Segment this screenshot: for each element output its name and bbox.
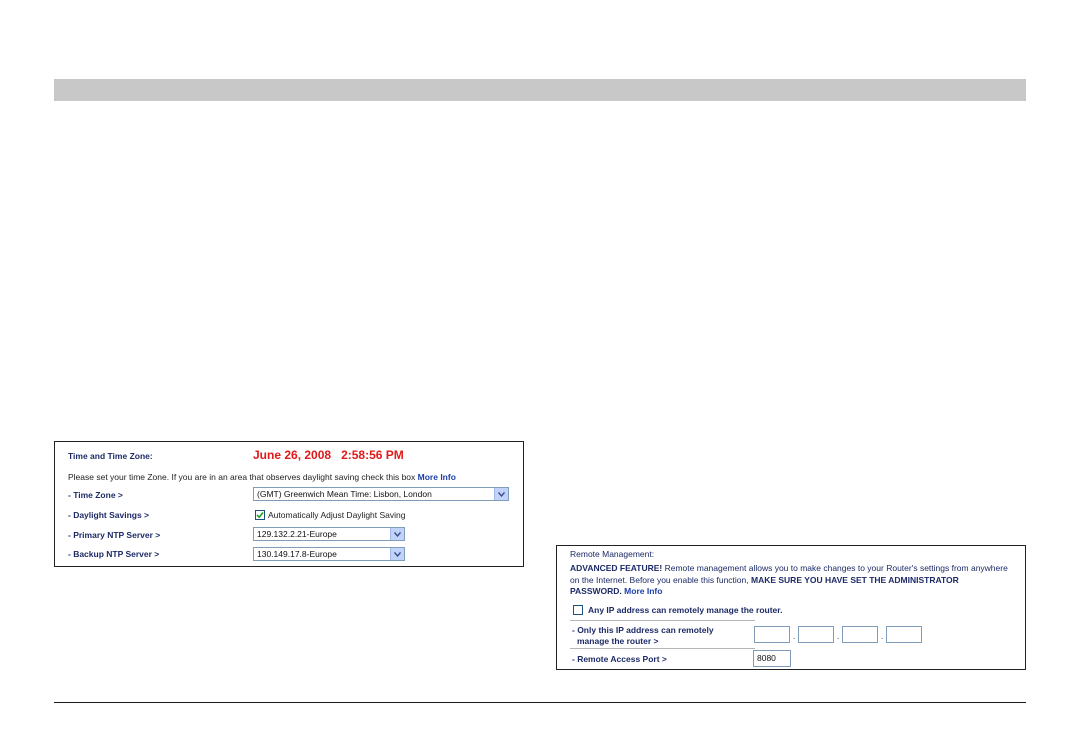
backup-ntp-select[interactable]: 130.149.17.8-Europe bbox=[253, 547, 405, 561]
time-zone-label: - Time Zone > bbox=[68, 490, 123, 500]
time-panel-description: Please set your time Zone. If you are in an area that observes daylight saving check this box More Info bbox=[68, 472, 456, 482]
ip-octet-2-input[interactable] bbox=[798, 626, 834, 643]
time-panel-title: Time and Time Zone: bbox=[68, 451, 153, 461]
remote-panel-title: Remote Management: bbox=[570, 549, 655, 559]
any-ip-label: Any IP address can remotely manage the router. bbox=[588, 605, 783, 615]
more-info-link[interactable]: More Info bbox=[624, 586, 663, 596]
header-bar bbox=[54, 79, 1026, 101]
remote-management-panel bbox=[556, 545, 1026, 670]
any-ip-row bbox=[573, 605, 782, 615]
current-datetime bbox=[253, 448, 404, 462]
ip-dot: . bbox=[837, 632, 840, 641]
primary-ntp-select[interactable]: 129.132.2.21-Europe bbox=[253, 527, 405, 541]
footer-divider bbox=[54, 702, 1026, 703]
chevron-down-icon[interactable] bbox=[494, 488, 508, 500]
ip-octet-1-input[interactable] bbox=[754, 626, 790, 643]
only-ip-label: - Only this IP address can remotely manage the router > bbox=[572, 625, 714, 646]
primary-ntp-label: - Primary NTP Server > bbox=[68, 530, 161, 540]
any-ip-checkbox[interactable] bbox=[573, 605, 583, 615]
ip-octet-3-input[interactable] bbox=[842, 626, 878, 643]
ip-dot: . bbox=[881, 632, 884, 641]
more-info-link[interactable]: More Info bbox=[417, 472, 456, 482]
remote-port-label: - Remote Access Port > bbox=[572, 654, 667, 664]
remote-panel-description: ADVANCED FEATURE! Remote management allows you to make changes to your Router's settings from anywhere on the Internet. Before you enable this function, MAKE SURE YOU HAVE SET THE ADMINISTRATOR PASSWORD. More Info bbox=[570, 563, 1008, 596]
backup-ntp-label: - Backup NTP Server > bbox=[68, 549, 160, 559]
daylight-savings-row bbox=[255, 510, 406, 520]
current-time: 2:58:56 PM bbox=[341, 448, 404, 462]
ip-dot: . bbox=[793, 632, 796, 641]
daylight-savings-label: - Daylight Savings > bbox=[68, 510, 150, 520]
time-zone-panel bbox=[54, 441, 524, 567]
divider bbox=[570, 648, 755, 649]
chevron-down-icon[interactable] bbox=[390, 528, 404, 540]
daylight-savings-checkbox[interactable] bbox=[255, 510, 265, 520]
chevron-down-icon[interactable] bbox=[390, 548, 404, 560]
divider bbox=[570, 620, 755, 621]
ip-octet-4-input[interactable] bbox=[886, 626, 922, 643]
remote-port-input[interactable]: 8080 bbox=[753, 650, 791, 667]
current-date: June 26, 2008 bbox=[253, 448, 332, 462]
daylight-savings-checkbox-label: Automatically Adjust Daylight Saving bbox=[268, 510, 406, 520]
check-icon bbox=[256, 511, 264, 519]
time-zone-select[interactable]: (GMT) Greenwich Mean Time: Lisbon, London bbox=[253, 487, 509, 501]
